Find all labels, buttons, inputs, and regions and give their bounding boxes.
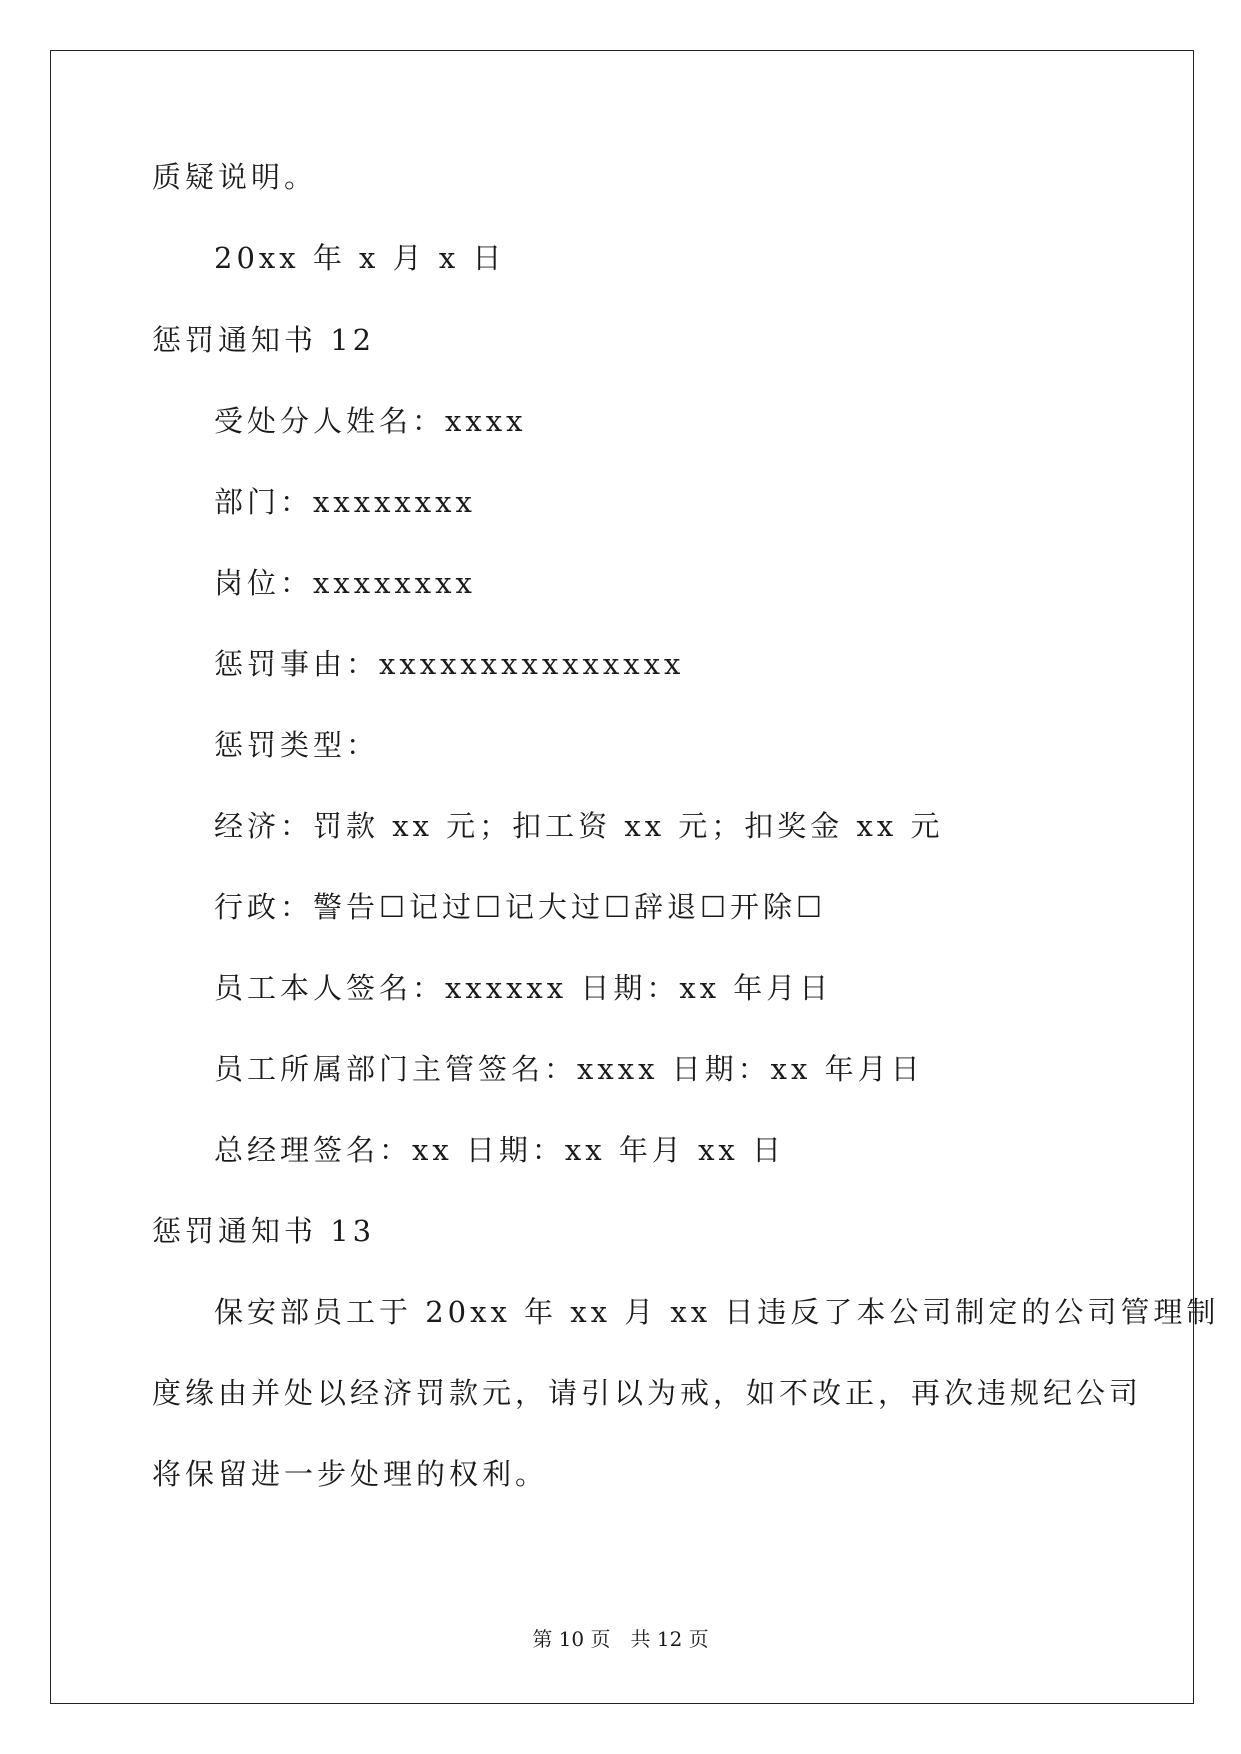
supervisor-signature: 员工所属部门主管签名：xxxx 日期：xx 年月日 — [214, 1052, 924, 1086]
field-department: 部门：xxxxxxxx — [214, 485, 476, 519]
field-economic: 经济：罚款 xx 元；扣工资 xx 元；扣奖金 xx 元 — [214, 809, 944, 843]
notice-heading-13: 惩罚通知书 13 — [152, 1214, 376, 1248]
text-line-continuation: 质疑说明。 — [152, 160, 318, 194]
field-penalty-type: 惩罚类型： — [214, 728, 380, 762]
paragraph-line-2: 度缘由并处以经济罚款元，请引以为戒，如不改正，再次违规纪公司 — [152, 1376, 1143, 1410]
field-name: 受处分人姓名：xxxx — [214, 404, 527, 438]
page-number: 第 10 页 共 12 页 — [532, 1627, 709, 1651]
employee-signature: 员工本人签名：xxxxxx 日期：xx 年月日 — [214, 971, 833, 1005]
field-reason: 惩罚事由：xxxxxxxxxxxxxxx — [214, 647, 685, 681]
paragraph-line-1: 保安部员工于 20xx 年 xx 月 xx 日违反了本公司制定的公司管理制 — [214, 1295, 1220, 1329]
field-administrative: 行政：警告☐记过☐记大过☐辞退☐开除☐ — [214, 890, 826, 924]
paragraph-line-3: 将保留进一步处理的权利。 — [152, 1457, 549, 1491]
manager-signature: 总经理签名：xx 日期：xx 年月 xx 日 — [214, 1133, 786, 1167]
date-line: 20xx 年 x 月 x 日 — [214, 241, 506, 275]
field-position: 岗位：xxxxxxxx — [214, 566, 476, 600]
notice-heading-12: 惩罚通知书 12 — [152, 323, 376, 357]
